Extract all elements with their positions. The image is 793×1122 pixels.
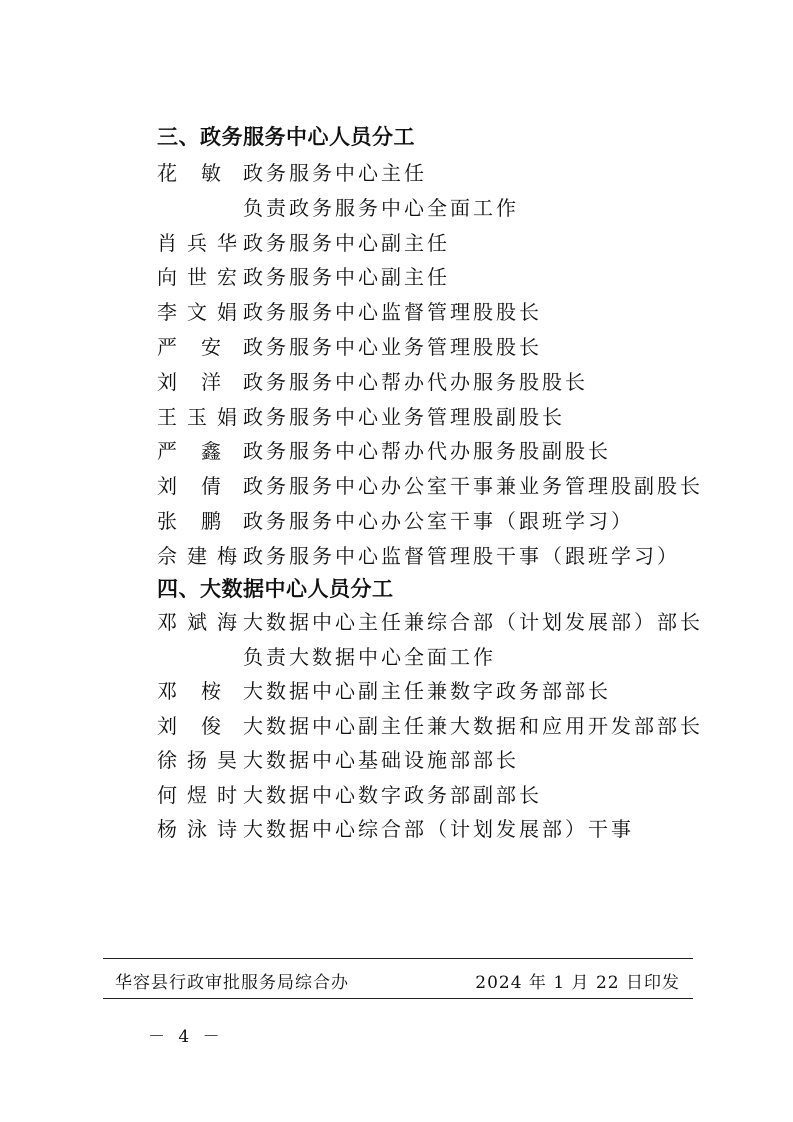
staff-role: 政务服务中心帮办代办服务股股长	[243, 369, 588, 394]
staff-name-char: 海	[217, 610, 237, 634]
staff-name-char: 何	[157, 782, 177, 807]
staff-name-char: 建	[187, 543, 207, 568]
staff-name-char: 世	[187, 265, 207, 290]
staff-name-char: 刘	[157, 474, 177, 499]
staff-name-char: 鹏	[201, 509, 221, 533]
staff-name-char: 邓	[157, 610, 177, 634]
staff-name-char: 兵	[187, 230, 207, 255]
staff-name-char: 肖	[157, 230, 177, 255]
staff-role: 政务服务中心帮办代办服务股副股长	[243, 439, 611, 464]
staff-name-char: 严	[157, 335, 177, 359]
staff-name-char: 娟	[217, 300, 237, 325]
staff-name	[157, 227, 237, 256]
staff-name-char: 王	[157, 404, 177, 429]
staff-name-char: 严	[157, 439, 177, 464]
staff-role: 大数据中心副主任兼大数据和应用开发部部长	[243, 713, 703, 738]
staff-name-char: 敏	[201, 161, 221, 185]
staff-role: 政务服务中心业务管理股副股长	[243, 404, 565, 429]
staff-name-char: 煜	[187, 782, 207, 807]
staff-role: 负责政务服务中心全面工作	[243, 195, 519, 220]
staff-name	[157, 296, 237, 325]
staff-name-char: 时	[217, 782, 237, 807]
staff-name-char: 倩	[201, 474, 221, 499]
staff-name-char: 桉	[201, 679, 221, 703]
staff-name-char: 张	[157, 509, 177, 533]
staff-name	[157, 401, 237, 430]
staff-role: 大数据中心综合部（计划发展部）干事	[243, 817, 634, 841]
staff-name-char: 玉	[187, 404, 207, 429]
staff-name-char: 安	[201, 335, 221, 359]
staff-name-char: 梅	[217, 543, 237, 568]
staff-name-char: 徐	[157, 748, 177, 772]
footer-issuer: 华容县行政审批服务局综合办	[115, 973, 349, 993]
staff-name-char: 宏	[217, 265, 237, 290]
staff-name	[157, 157, 221, 186]
staff-name	[157, 505, 221, 534]
staff-name	[157, 470, 221, 499]
staff-name-char: 诗	[217, 817, 237, 841]
staff-name	[157, 331, 221, 360]
staff-name	[157, 710, 221, 739]
staff-name	[157, 779, 237, 808]
staff-role: 政务服务中心副主任	[243, 230, 450, 255]
staff-name-char: 文	[187, 300, 207, 325]
staff-name-char: 洋	[201, 369, 221, 394]
section-3-heading: 三、政务服务中心人员分工	[157, 125, 415, 149]
staff-name-char: 李	[157, 300, 177, 325]
staff-name-char: 刘	[157, 713, 177, 738]
staff-name	[157, 675, 221, 704]
staff-name	[157, 366, 221, 395]
staff-name-char: 杨	[157, 817, 177, 841]
staff-name-char: 向	[157, 265, 177, 290]
staff-role: 大数据中心主任兼综合部（计划发展部）部长	[243, 610, 703, 634]
staff-name	[157, 261, 237, 290]
staff-name-char: 昊	[217, 748, 237, 772]
staff-name-char: 斌	[187, 610, 207, 634]
staff-role: 政务服务中心业务管理股股长	[243, 335, 542, 359]
staff-role: 政务服务中心监督管理股干事（跟班学习）	[243, 543, 680, 568]
staff-role: 政务服务中心副主任	[243, 265, 450, 290]
staff-role: 大数据中心基础设施部部长	[243, 748, 519, 772]
staff-name-char: 娟	[217, 404, 237, 429]
staff-name-char: 鑫	[201, 439, 221, 464]
footer-date: 2024 年 1 月 22 日印发	[475, 973, 680, 993]
staff-name	[157, 435, 221, 464]
page-number: － 4 －	[148, 1027, 224, 1047]
staff-role: 政务服务中心办公室干事兼业务管理股副股长	[243, 474, 703, 499]
staff-name	[157, 813, 237, 842]
staff-role: 政务服务中心监督管理股股长	[243, 300, 542, 325]
staff-name	[157, 606, 237, 635]
staff-name-char: 刘	[157, 369, 177, 394]
staff-name-char: 邓	[157, 679, 177, 703]
staff-role: 政务服务中心主任	[243, 161, 427, 185]
staff-name-char: 佘	[157, 543, 177, 568]
staff-name	[157, 744, 237, 773]
footer-top-rule	[103, 958, 693, 959]
staff-role: 大数据中心副主任兼数字政务部部长	[243, 679, 611, 703]
staff-name-char: 华	[217, 230, 237, 255]
staff-name-char: 泳	[187, 817, 207, 841]
footer-bottom-rule	[103, 998, 693, 999]
staff-role: 政务服务中心办公室干事（跟班学习）	[243, 509, 634, 533]
staff-name	[157, 540, 237, 569]
staff-role: 负责大数据中心全面工作	[243, 644, 496, 669]
section-4-heading: 四、大数据中心人员分工	[157, 577, 394, 601]
staff-name-char: 花	[157, 161, 177, 185]
staff-name-char: 扬	[187, 748, 207, 772]
staff-name-char: 俊	[201, 713, 221, 738]
staff-role: 大数据中心数字政务部副部长	[243, 782, 542, 807]
